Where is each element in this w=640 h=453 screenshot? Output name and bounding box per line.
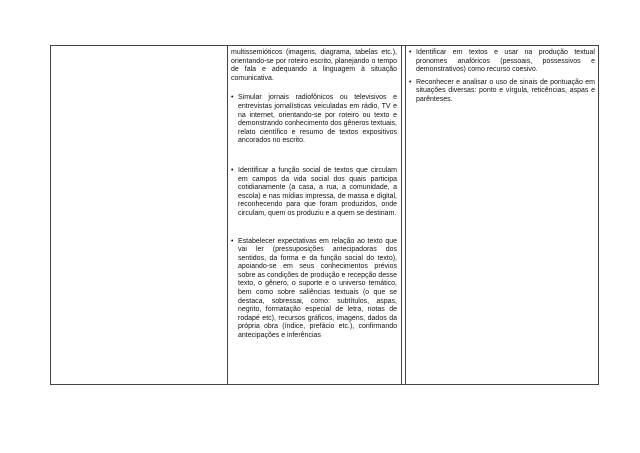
right-column-cell [409, 49, 595, 105]
list-item-text: Estabelecer expectativas em relação ao texto que vai ler (pressuposições antecipadoras dos sentidos, da forma e da função social do texto), apoiando-se em seus conhecimentos prévios sobre as condições de produção e recepção desse texto, o gênero, o suporte e o universo temático, bem como sobre saliências textuais (o que se destaca, sobressai, como: subtítulos, aspas, negrito, formatação especial de letra, notas de rodapé etc), recursos gráficos, imagens, dados da própria obra (índice, prefácio etc.), confirmando antecipações e inferências [238, 237, 397, 340]
list-item [409, 49, 595, 75]
bullet-icon: • [231, 166, 234, 174]
bullet-icon: • [231, 94, 234, 102]
bullet-icon: • [409, 49, 412, 56]
bullet-icon: • [409, 78, 412, 86]
bullet-icon: • [231, 237, 234, 245]
list-item-text: Reconhecer e analisar o uso de sinais de pontuação em situações diversas: ponto e vírgula, reticências, aspas e parênteses. [416, 78, 595, 103]
list-item [231, 238, 397, 341]
list-item [231, 167, 397, 219]
column-divider [405, 46, 406, 384]
column-divider [227, 46, 228, 384]
column-divider [401, 46, 402, 384]
list-item-text: Identificar em textos e usar na produção textual pronomes anafóricos (pessoais, possessivos e demonstrativos) como recurso coesivo. [416, 49, 595, 74]
middle-column-cell [231, 49, 397, 341]
list-item [409, 79, 595, 105]
list-item-text: Identificar a função social de textos que circulam em campos da vida social dos quais participa cotidianamente (a casa, a rua, a comunidade, a escola) e nas mídias impressa, de massa e digital, reconhecendo para que foram produzidos, onde circulam, quem os produziu e a quem se destinam. [238, 166, 397, 217]
intro-paragraph: multissemióticos (imagens, diagrama, tabelas etc.), orientando-se por roteiro escrito, planejando o tempo de fala e adequando a linguagem à situação comunicativa. [231, 49, 397, 82]
list-item [231, 94, 397, 146]
list-item-text: Simular jornais radiofônicos ou televisivos e entrevistas jornalísticas veiculadas em rádio, TV e na internet, orientando-se por roteiro ou texto e demonstrando conhecimento dos gêneros textuais, relato científico e resumo de textos expositivos ancorados no escrito. [238, 94, 397, 145]
curriculum-table [50, 45, 599, 385]
